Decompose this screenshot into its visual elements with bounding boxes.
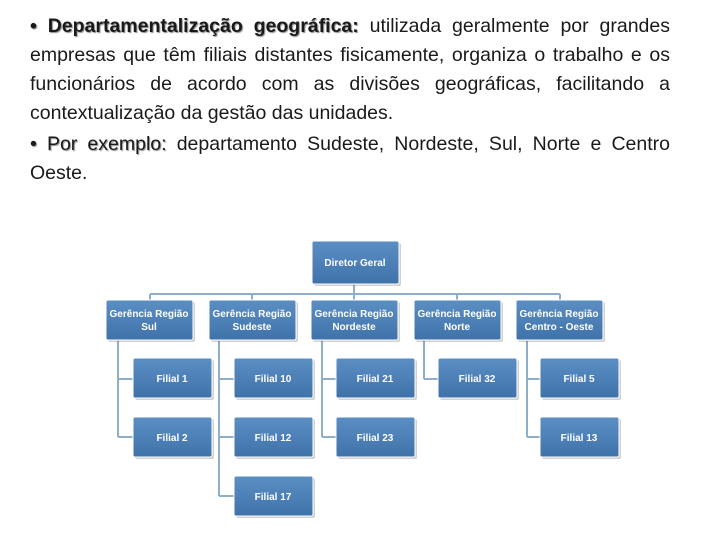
node-branch-filial-2 [133, 417, 214, 459]
term-geographic-departmentalization: • Departamentalização geográfica: [30, 15, 359, 37]
node-region-norte [414, 300, 503, 342]
region-sul-line1: Gerência Região [109, 309, 189, 320]
node-branch-filial-10 [234, 358, 315, 400]
node-region-centro-oeste [516, 300, 605, 342]
region-nordeste-line2: Nordeste [332, 322, 376, 333]
branch-filial-2-label: Filial 2 [156, 433, 188, 444]
region-sudeste-line2: Sudeste [232, 322, 272, 333]
branch-filial-21-label: Filial 21 [356, 374, 394, 385]
node-director-label: Diretor Geral [324, 258, 386, 269]
region-norte-line2: Norte [443, 322, 471, 333]
node-branch-filial-23 [336, 417, 417, 459]
node-branch-filial-17 [234, 476, 315, 518]
region-centro-oeste-line2: Centro - Oeste [524, 322, 594, 333]
node-region-sul [106, 300, 195, 342]
region-sudeste-line1: Gerência Região [212, 309, 292, 320]
branch-filial-1-label: Filial 1 [156, 374, 188, 385]
definition-text: utilizada geralmente por grandes empresas que têm filiais distantes fisicamente, organiza o trabalho e os funcionários de acordo com as divisões geográficas, facilitando a contextualização da gestão das unidades. [30, 15, 670, 124]
region-centro-oeste-line1: Gerência Região [519, 309, 599, 320]
node-branch-filial-13 [540, 417, 621, 459]
node-branch-filial-5 [540, 358, 621, 400]
example-text: departamento Sudeste, Nordeste, Sul, Norte e Centro Oeste. [30, 133, 670, 184]
node-region-nordeste [311, 300, 400, 342]
branch-filial-13-label: Filial 13 [560, 433, 598, 444]
node-branch-filial-1 [133, 358, 214, 400]
branch-filial-17-label: Filial 17 [254, 492, 292, 503]
node-region-sudeste [209, 300, 298, 342]
branch-filial-32-label: Filial 32 [458, 374, 496, 385]
node-branch-filial-32 [438, 358, 519, 400]
node-branch-filial-21 [336, 358, 417, 400]
node-branch-filial-12 [234, 417, 315, 459]
branch-filial-10-label: Filial 10 [254, 374, 292, 385]
branch-filial-12-label: Filial 12 [254, 433, 292, 444]
region-norte-line1: Gerência Região [417, 309, 497, 320]
branch-filial-23-label: Filial 23 [356, 433, 394, 444]
branch-filial-5-label: Filial 5 [563, 374, 595, 385]
region-sul-line2: Sul [141, 322, 157, 333]
term-example: • Por exemplo: [30, 133, 167, 155]
node-director [312, 241, 401, 286]
region-nordeste-line1: Gerência Região [314, 309, 394, 320]
